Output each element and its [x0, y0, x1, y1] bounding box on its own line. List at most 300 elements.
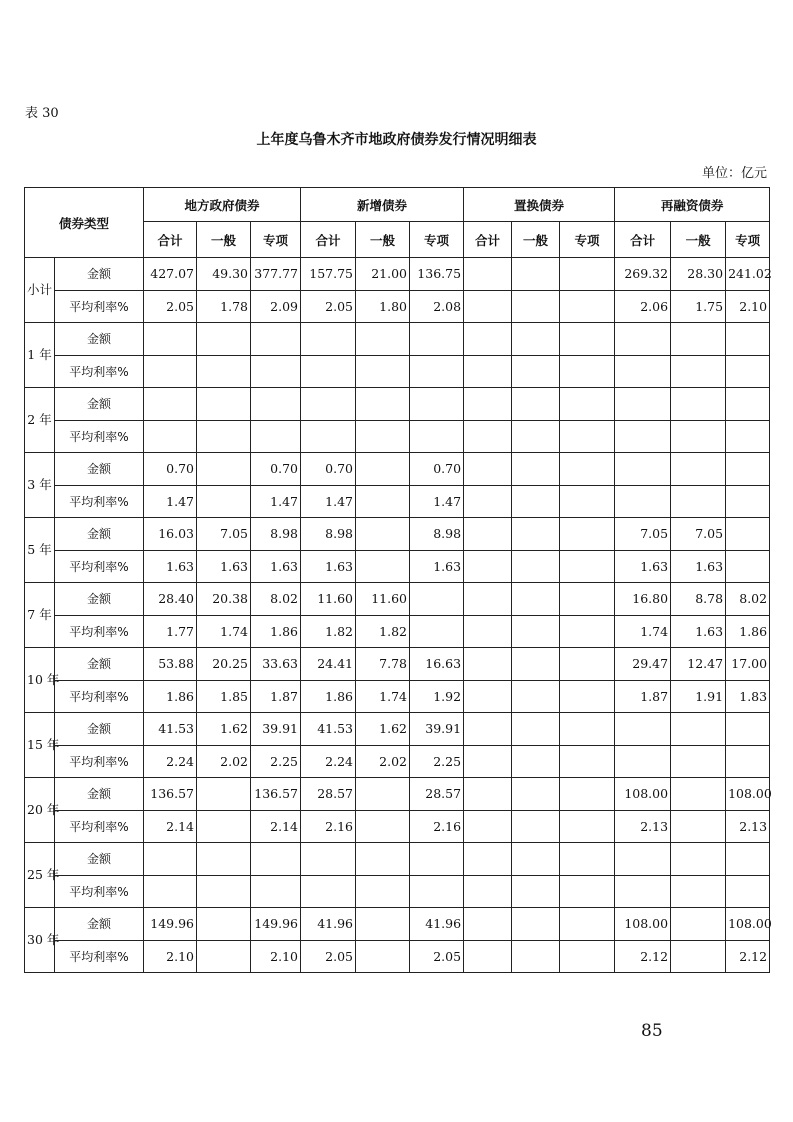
table-row: [25, 355, 770, 388]
metric-amount-label: 金额: [55, 778, 144, 811]
metric-amount-label: 金额: [55, 843, 144, 876]
value-cell: [251, 875, 301, 908]
value-cell: [671, 388, 726, 421]
metric-amount-label: 金额: [55, 713, 144, 746]
value-cell: 11.60: [356, 583, 410, 616]
value-cell: [197, 810, 251, 843]
table-row: [25, 908, 770, 941]
value-cell: [356, 875, 410, 908]
term-label: 1 年: [25, 323, 55, 388]
value-cell: [560, 550, 615, 583]
value-cell: [671, 875, 726, 908]
value-cell: [464, 355, 512, 388]
value-cell: [512, 453, 560, 486]
value-cell: 16.63: [410, 648, 464, 681]
value-cell: [464, 388, 512, 421]
metric-rate-label: 平均利率%: [55, 550, 144, 583]
value-cell: 136.57: [144, 778, 197, 811]
value-cell: 2.24: [301, 745, 356, 778]
value-cell: 0.70: [251, 453, 301, 486]
value-cell: 12.47: [671, 648, 726, 681]
value-cell: 427.07: [144, 258, 197, 291]
value-cell: 2.05: [144, 290, 197, 323]
value-cell: 0.70: [144, 453, 197, 486]
table-row: [25, 583, 770, 616]
value-cell: [512, 615, 560, 648]
value-cell: 1.86: [251, 615, 301, 648]
value-cell: [615, 875, 671, 908]
table-row: [25, 875, 770, 908]
metric-rate-label: 平均利率%: [55, 680, 144, 713]
value-cell: [560, 778, 615, 811]
table-row: [25, 940, 770, 973]
value-cell: 1.86: [144, 680, 197, 713]
value-cell: [560, 485, 615, 518]
value-cell: [410, 355, 464, 388]
value-cell: [301, 843, 356, 876]
table-row: [25, 453, 770, 486]
value-cell: [464, 615, 512, 648]
value-cell: 20.38: [197, 583, 251, 616]
value-cell: 2.10: [251, 940, 301, 973]
value-cell: 1.74: [356, 680, 410, 713]
value-cell: 269.32: [615, 258, 671, 291]
value-cell: 241.02: [726, 258, 770, 291]
value-cell: [615, 355, 671, 388]
table-label: 表 30: [25, 106, 59, 121]
value-cell: [356, 778, 410, 811]
value-cell: [251, 388, 301, 421]
value-cell: [615, 745, 671, 778]
value-cell: 8.98: [301, 518, 356, 551]
value-cell: 2.08: [410, 290, 464, 323]
value-cell: 1.47: [410, 485, 464, 518]
value-cell: 16.03: [144, 518, 197, 551]
value-cell: [301, 388, 356, 421]
value-cell: 1.74: [615, 615, 671, 648]
value-cell: [356, 420, 410, 453]
value-cell: [356, 908, 410, 941]
value-cell: 41.96: [410, 908, 464, 941]
value-cell: [726, 745, 770, 778]
value-cell: [464, 680, 512, 713]
value-cell: 149.96: [251, 908, 301, 941]
value-cell: 49.30: [197, 258, 251, 291]
metric-rate-label: 平均利率%: [55, 810, 144, 843]
unit-label: 单位：亿元: [701, 166, 767, 181]
value-cell: [197, 388, 251, 421]
header-group-new: 新增债券: [301, 188, 464, 222]
value-cell: [356, 388, 410, 421]
value-cell: [560, 388, 615, 421]
value-cell: 2.12: [615, 940, 671, 973]
metric-rate-label: 平均利率%: [55, 420, 144, 453]
value-cell: 39.91: [251, 713, 301, 746]
value-cell: [671, 420, 726, 453]
value-cell: [512, 648, 560, 681]
value-cell: [410, 323, 464, 356]
value-cell: 1.83: [726, 680, 770, 713]
value-cell: [726, 518, 770, 551]
value-cell: [464, 583, 512, 616]
value-cell: [464, 713, 512, 746]
value-cell: [144, 355, 197, 388]
value-cell: [671, 323, 726, 356]
table-row: [25, 615, 770, 648]
page-number: 85: [641, 1021, 663, 1041]
value-cell: 1.75: [671, 290, 726, 323]
value-cell: 2.06: [615, 290, 671, 323]
value-cell: [560, 323, 615, 356]
value-cell: [671, 843, 726, 876]
value-cell: 1.63: [301, 550, 356, 583]
value-cell: 2.13: [615, 810, 671, 843]
value-cell: [197, 453, 251, 486]
value-cell: [512, 940, 560, 973]
value-cell: [615, 453, 671, 486]
table-row: [25, 485, 770, 518]
value-cell: [197, 323, 251, 356]
metric-rate-label: 平均利率%: [55, 745, 144, 778]
value-cell: [301, 323, 356, 356]
value-cell: [560, 908, 615, 941]
value-cell: 2.02: [197, 745, 251, 778]
value-cell: 2.05: [301, 940, 356, 973]
value-cell: [251, 420, 301, 453]
value-cell: [560, 518, 615, 551]
value-cell: [464, 323, 512, 356]
subheader-special: 专项: [560, 222, 615, 258]
value-cell: 8.02: [251, 583, 301, 616]
value-cell: [560, 290, 615, 323]
value-cell: [410, 843, 464, 876]
term-label: 25 年: [25, 843, 55, 908]
value-cell: [464, 940, 512, 973]
value-cell: 1.78: [197, 290, 251, 323]
subheader-special: 专项: [251, 222, 301, 258]
value-cell: 8.98: [410, 518, 464, 551]
value-cell: 1.47: [251, 485, 301, 518]
term-label: 20 年: [25, 778, 55, 843]
term-label: 小计: [25, 258, 55, 323]
metric-rate-label: 平均利率%: [55, 355, 144, 388]
value-cell: [512, 388, 560, 421]
value-cell: 1.63: [197, 550, 251, 583]
value-cell: 41.96: [301, 908, 356, 941]
value-cell: 2.16: [301, 810, 356, 843]
value-cell: 136.75: [410, 258, 464, 291]
value-cell: 8.98: [251, 518, 301, 551]
term-label: 7 年: [25, 583, 55, 648]
value-cell: 2.05: [410, 940, 464, 973]
value-cell: [144, 323, 197, 356]
value-cell: [671, 908, 726, 941]
value-cell: 1.63: [671, 615, 726, 648]
term-label: 2 年: [25, 388, 55, 453]
header-bond-type: 债券类型: [25, 188, 144, 258]
value-cell: 0.70: [301, 453, 356, 486]
value-cell: [464, 778, 512, 811]
value-cell: 1.74: [197, 615, 251, 648]
value-cell: 108.00: [726, 778, 770, 811]
value-cell: [615, 323, 671, 356]
value-cell: 16.80: [615, 583, 671, 616]
subheader-total: 合计: [301, 222, 356, 258]
table-row: [25, 388, 770, 421]
value-cell: 17.00: [726, 648, 770, 681]
value-cell: [197, 485, 251, 518]
value-cell: [464, 745, 512, 778]
value-cell: [197, 940, 251, 973]
value-cell: 1.63: [671, 550, 726, 583]
value-cell: [356, 810, 410, 843]
value-cell: [356, 355, 410, 388]
value-cell: 1.47: [301, 485, 356, 518]
value-cell: [726, 323, 770, 356]
value-cell: [251, 355, 301, 388]
value-cell: 157.75: [301, 258, 356, 291]
value-cell: [464, 258, 512, 291]
value-cell: [615, 713, 671, 746]
value-cell: [512, 713, 560, 746]
subheader-general: 一般: [671, 222, 726, 258]
value-cell: [197, 355, 251, 388]
term-label: 10 年: [25, 648, 55, 713]
value-cell: [356, 323, 410, 356]
value-cell: [726, 550, 770, 583]
value-cell: [615, 843, 671, 876]
value-cell: [671, 745, 726, 778]
value-cell: [251, 843, 301, 876]
value-cell: 149.96: [144, 908, 197, 941]
value-cell: 1.85: [197, 680, 251, 713]
value-cell: 7.05: [615, 518, 671, 551]
value-cell: 33.63: [251, 648, 301, 681]
value-cell: [464, 518, 512, 551]
metric-amount-label: 金额: [55, 323, 144, 356]
value-cell: [301, 355, 356, 388]
value-cell: 8.02: [726, 583, 770, 616]
value-cell: [410, 388, 464, 421]
metric-rate-label: 平均利率%: [55, 485, 144, 518]
value-cell: [464, 843, 512, 876]
value-cell: 1.47: [144, 485, 197, 518]
page-title: 上年度乌鲁木齐市地政府债券发行情况明细表: [256, 132, 537, 148]
value-cell: [560, 745, 615, 778]
value-cell: 1.92: [410, 680, 464, 713]
term-label: 30 年: [25, 908, 55, 973]
value-cell: 2.05: [301, 290, 356, 323]
value-cell: 8.78: [671, 583, 726, 616]
value-cell: 108.00: [726, 908, 770, 941]
value-cell: 108.00: [615, 778, 671, 811]
value-cell: 2.25: [410, 745, 464, 778]
term-label: 5 年: [25, 518, 55, 583]
table-row: [25, 843, 770, 876]
value-cell: [671, 485, 726, 518]
value-cell: [464, 810, 512, 843]
bond-issuance-table: [24, 187, 770, 973]
value-cell: [356, 453, 410, 486]
metric-rate-label: 平均利率%: [55, 290, 144, 323]
value-cell: 53.88: [144, 648, 197, 681]
metric-amount-label: 金额: [55, 518, 144, 551]
value-cell: 1.87: [615, 680, 671, 713]
value-cell: [671, 778, 726, 811]
value-cell: [512, 290, 560, 323]
value-cell: 1.91: [671, 680, 726, 713]
value-cell: [560, 355, 615, 388]
value-cell: 1.86: [301, 680, 356, 713]
value-cell: 28.30: [671, 258, 726, 291]
value-cell: 108.00: [615, 908, 671, 941]
value-cell: 2.10: [144, 940, 197, 973]
value-cell: 7.78: [356, 648, 410, 681]
table-row: [25, 713, 770, 746]
value-cell: 2.12: [726, 940, 770, 973]
value-cell: [512, 258, 560, 291]
value-cell: [464, 290, 512, 323]
metric-amount-label: 金额: [55, 583, 144, 616]
value-cell: [560, 875, 615, 908]
value-cell: 21.00: [356, 258, 410, 291]
value-cell: [726, 420, 770, 453]
value-cell: [726, 388, 770, 421]
metric-amount-label: 金额: [55, 388, 144, 421]
value-cell: [410, 420, 464, 453]
table-row: [25, 778, 770, 811]
value-cell: [410, 875, 464, 908]
value-cell: [464, 453, 512, 486]
value-cell: [410, 615, 464, 648]
value-cell: [726, 453, 770, 486]
value-cell: [560, 843, 615, 876]
value-cell: [726, 355, 770, 388]
value-cell: 28.57: [301, 778, 356, 811]
value-cell: [671, 713, 726, 746]
value-cell: 39.91: [410, 713, 464, 746]
metric-rate-label: 平均利率%: [55, 940, 144, 973]
subheader-general: 一般: [197, 222, 251, 258]
value-cell: [301, 420, 356, 453]
value-cell: [512, 810, 560, 843]
value-cell: [560, 583, 615, 616]
value-cell: [144, 388, 197, 421]
subheader-special: 专项: [410, 222, 464, 258]
value-cell: [356, 843, 410, 876]
value-cell: 2.14: [144, 810, 197, 843]
value-cell: [615, 485, 671, 518]
value-cell: 20.25: [197, 648, 251, 681]
table-row: [25, 648, 770, 681]
value-cell: 1.63: [615, 550, 671, 583]
value-cell: [410, 583, 464, 616]
metric-amount-label: 金额: [55, 258, 144, 291]
value-cell: 41.53: [301, 713, 356, 746]
table-row: [25, 258, 770, 291]
table-row: [25, 810, 770, 843]
value-cell: 11.60: [301, 583, 356, 616]
table-row: [25, 323, 770, 356]
subheader-total: 合计: [615, 222, 671, 258]
value-cell: [671, 810, 726, 843]
value-cell: 2.25: [251, 745, 301, 778]
subheader-special: 专项: [726, 222, 770, 258]
value-cell: [512, 323, 560, 356]
metric-rate-label: 平均利率%: [55, 875, 144, 908]
value-cell: 136.57: [251, 778, 301, 811]
value-cell: 7.05: [197, 518, 251, 551]
value-cell: [301, 875, 356, 908]
value-cell: 2.02: [356, 745, 410, 778]
value-cell: [512, 908, 560, 941]
value-cell: 29.47: [615, 648, 671, 681]
value-cell: [512, 843, 560, 876]
value-cell: 28.57: [410, 778, 464, 811]
value-cell: [512, 420, 560, 453]
value-cell: [726, 843, 770, 876]
table-row: [25, 550, 770, 583]
value-cell: [144, 420, 197, 453]
value-cell: [197, 908, 251, 941]
value-cell: [560, 713, 615, 746]
value-cell: 1.86: [726, 615, 770, 648]
value-cell: [512, 485, 560, 518]
value-cell: 2.13: [726, 810, 770, 843]
subheader-general: 一般: [512, 222, 560, 258]
header-group-replacement: 置换债券: [464, 188, 615, 222]
value-cell: [560, 648, 615, 681]
value-cell: [144, 843, 197, 876]
value-cell: [671, 940, 726, 973]
value-cell: 1.62: [197, 713, 251, 746]
value-cell: 2.14: [251, 810, 301, 843]
value-cell: [560, 940, 615, 973]
value-cell: [464, 485, 512, 518]
value-cell: 1.63: [410, 550, 464, 583]
value-cell: [464, 550, 512, 583]
value-cell: [671, 453, 726, 486]
value-cell: 2.10: [726, 290, 770, 323]
value-cell: [464, 875, 512, 908]
subheader-total: 合计: [464, 222, 512, 258]
value-cell: [512, 875, 560, 908]
metric-amount-label: 金额: [55, 648, 144, 681]
value-cell: [512, 745, 560, 778]
metric-rate-label: 平均利率%: [55, 615, 144, 648]
value-cell: [356, 518, 410, 551]
value-cell: [560, 615, 615, 648]
header-group-local-gov: 地方政府债券: [144, 188, 301, 222]
value-cell: 1.82: [356, 615, 410, 648]
value-cell: 2.16: [410, 810, 464, 843]
value-cell: 1.77: [144, 615, 197, 648]
value-cell: [560, 680, 615, 713]
table-row: [25, 680, 770, 713]
value-cell: [512, 518, 560, 551]
value-cell: [560, 258, 615, 291]
value-cell: [464, 420, 512, 453]
table-row: [25, 518, 770, 551]
value-cell: 28.40: [144, 583, 197, 616]
value-cell: 1.87: [251, 680, 301, 713]
value-cell: 1.80: [356, 290, 410, 323]
value-cell: [615, 388, 671, 421]
value-cell: [144, 875, 197, 908]
value-cell: [560, 420, 615, 453]
table-row: [25, 290, 770, 323]
metric-amount-label: 金额: [55, 453, 144, 486]
